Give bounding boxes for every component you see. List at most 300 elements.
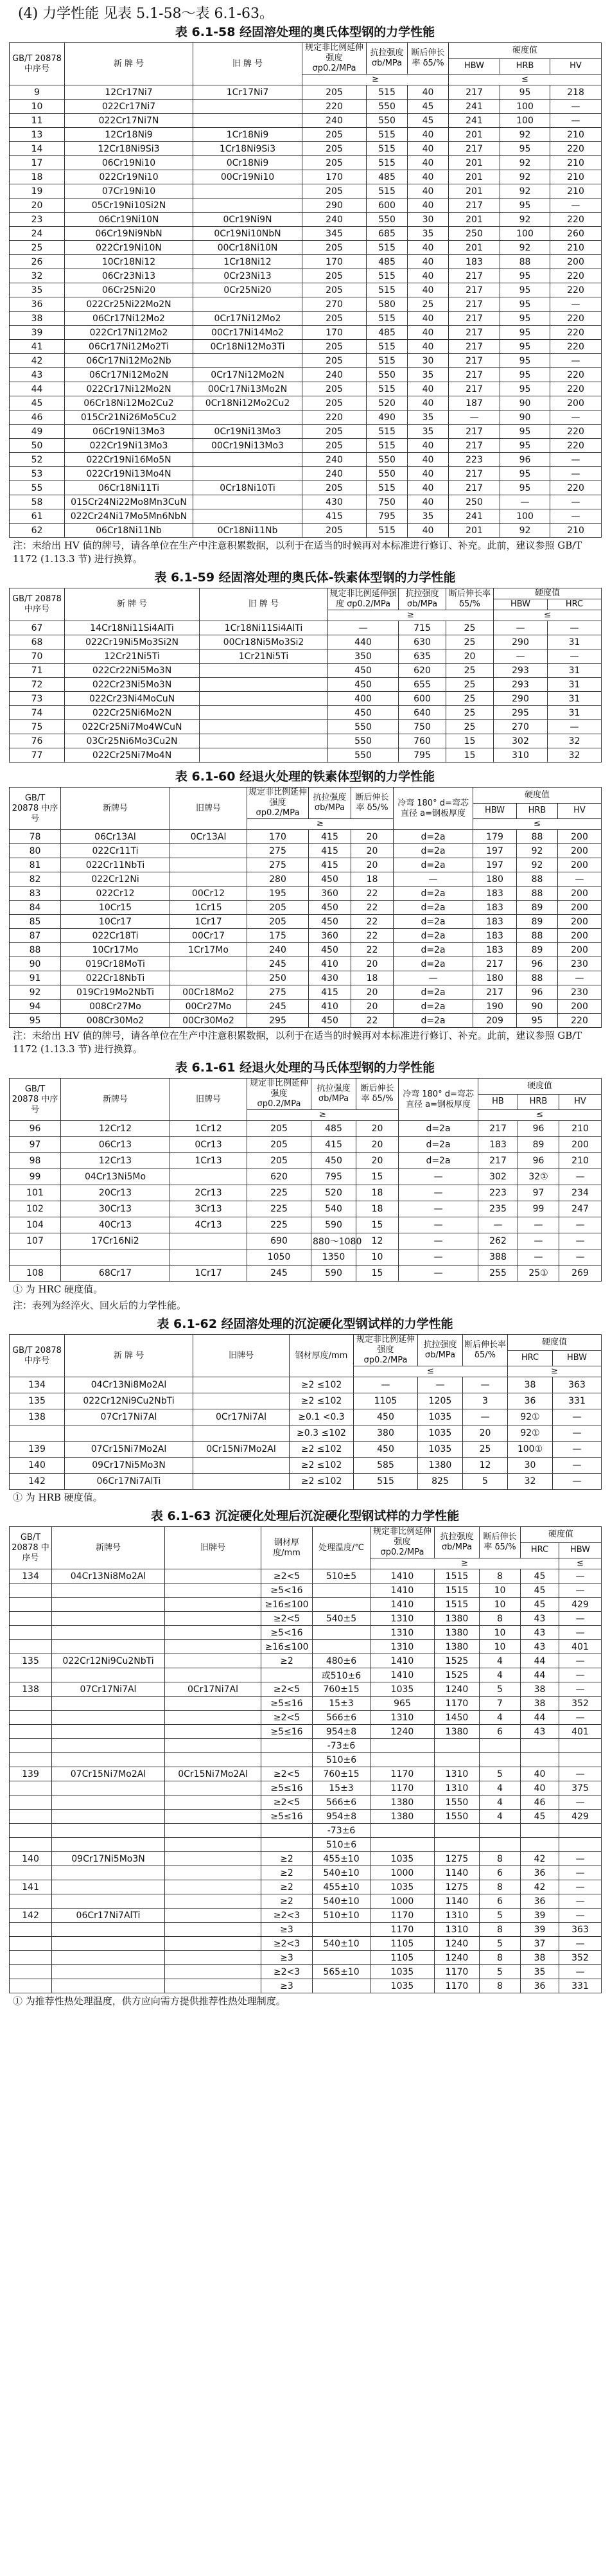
table-cell: 141 — [10, 1880, 52, 1894]
table-cell: 220 — [550, 326, 602, 340]
table-cell: 40 — [408, 283, 449, 297]
table-cell: 1170 — [370, 1923, 435, 1937]
table-cell: 550 — [367, 467, 408, 481]
table-cell: 82 — [10, 872, 61, 887]
table-cell: 415 — [309, 985, 351, 1000]
table-cell: 022Cr25Ni7Mo4N — [65, 748, 200, 763]
table-row — [10, 1668, 602, 1682]
table-cell — [480, 1739, 521, 1753]
table-row — [10, 1598, 602, 1612]
table-row — [10, 858, 602, 872]
table-cell: 201 — [449, 184, 500, 198]
table-cell: 600 — [399, 692, 446, 706]
table-cell: 715 — [399, 621, 446, 635]
table-row — [10, 1233, 602, 1249]
table-cell — [559, 1838, 602, 1852]
table-cell: 25 — [10, 241, 65, 255]
table-cell — [193, 1474, 290, 1490]
table-cell — [10, 1668, 52, 1682]
table-cell: 450 — [309, 901, 351, 915]
table-row — [10, 706, 602, 720]
table-cell: 22 — [351, 1014, 394, 1028]
table-cell: 429 — [559, 1810, 602, 1824]
table-row — [10, 901, 602, 915]
table-cell: 88 — [517, 887, 558, 901]
table-cell — [193, 495, 302, 509]
table-row — [10, 1767, 602, 1781]
table-cell: ≥2 ≤102 — [290, 1458, 354, 1474]
table-58 — [9, 42, 602, 538]
table-cell: 95 — [10, 1014, 61, 1028]
table-cell — [313, 1640, 370, 1654]
table-cell — [52, 1824, 165, 1838]
table-row — [10, 985, 602, 1000]
table-cell: 40 — [408, 128, 449, 142]
table-cell: 1515 — [435, 1584, 480, 1598]
table-cell: 134 — [10, 1569, 52, 1584]
table-cell: d=2a — [399, 1121, 478, 1137]
table-cell: 241 — [449, 509, 500, 524]
table-cell: 205 — [247, 1153, 311, 1169]
table-cell: — — [559, 1569, 602, 1584]
table-cell: 022Cr19Ni10 — [65, 170, 193, 184]
table-cell: 290 — [494, 692, 548, 706]
table-cell: 1515 — [435, 1598, 480, 1612]
table-cell: 217 — [449, 382, 500, 396]
table-cell — [165, 1626, 261, 1640]
table-cell: ≥2<5 — [261, 1682, 313, 1697]
intro-text: (4) 力学性能 见表 5.1-58～表 6.1-63。 — [18, 6, 274, 22]
table-cell: 210 — [559, 1153, 602, 1169]
table-cell: 795 — [399, 748, 446, 763]
table-cell — [165, 1810, 261, 1824]
table-cell: 217 — [449, 467, 500, 481]
table-cell: 46 — [521, 1795, 559, 1810]
table-cell: 36 — [521, 1979, 559, 1993]
table-cell: 210 — [550, 128, 602, 142]
table-cell: ≥5≤16 — [261, 1781, 313, 1795]
table-cell: 43 — [521, 1640, 559, 1654]
table-cell: 1240 — [435, 1682, 480, 1697]
table-cell: 36 — [521, 1866, 559, 1880]
table-cell: 22 — [351, 929, 394, 943]
col-header: 冷弯 180° d=弯芯直径 a=钢板厚度 — [394, 788, 473, 830]
table-cell — [480, 1753, 521, 1767]
table-cell: 1525 — [435, 1668, 480, 1682]
col-header: 新牌号 — [61, 1079, 170, 1121]
table-row — [10, 1781, 602, 1795]
table-cell: — — [559, 1169, 602, 1185]
table-cell: 430 — [302, 495, 367, 509]
table-cell: 45 — [521, 1810, 559, 1824]
table-cell: 225 — [247, 1185, 311, 1201]
table-cell: 45 — [521, 1569, 559, 1584]
table-cell: 40 — [408, 170, 449, 184]
table-cell: 97 — [10, 1137, 61, 1153]
table-cell: 200 — [550, 255, 602, 269]
table-cell — [435, 1838, 480, 1852]
table-cell: 218 — [550, 85, 602, 100]
table-62-title: 表 6.1-62 经固溶处理的沉淀硬化型钢试样的力学性能 — [157, 1317, 453, 1331]
table-cell: 331 — [559, 1979, 602, 1993]
table-cell: 1035 — [370, 1852, 435, 1866]
table-cell — [10, 1810, 52, 1824]
table-cell: 1105 — [354, 1393, 418, 1409]
col-header: 抗拉强度 σb/MPa — [311, 1079, 356, 1110]
table-cell — [10, 1598, 52, 1612]
table-cell — [480, 1838, 521, 1852]
table-cell: 19 — [10, 184, 65, 198]
table-cell: 540±10 — [313, 1866, 370, 1880]
table-cell: — — [559, 1612, 602, 1626]
table-cell: 06Cr18Ni11Ti — [65, 481, 193, 495]
table-cell — [52, 1979, 165, 1993]
table-cell: 100 — [500, 114, 550, 128]
table-row — [10, 830, 602, 844]
table-cell: 205 — [302, 382, 367, 396]
table-cell: 95 — [517, 1014, 558, 1028]
table-cell: 220 — [550, 439, 602, 453]
table-cell: 1Cr13 — [170, 1153, 247, 1169]
table-cell: 205 — [302, 241, 367, 255]
table-59-title: 表 6.1-59 经固溶处理的奥氏体-铁素体型钢的力学性能 — [154, 570, 456, 585]
table-cell: 245 — [247, 957, 309, 971]
table-cell: 40 — [408, 453, 449, 467]
table-cell: — — [494, 649, 548, 664]
table-cell: 108 — [10, 1266, 61, 1282]
table-cell: 205 — [302, 269, 367, 283]
table-cell: — — [399, 1249, 478, 1266]
table-cell: 350 — [328, 649, 399, 664]
col-header: HV — [550, 58, 602, 75]
table-cell: 95 — [500, 368, 550, 382]
table-cell: 022Cr17Ni12Mo2N — [65, 382, 193, 396]
table-cell: ≥5≤16 — [261, 1810, 313, 1824]
table-row — [10, 312, 602, 326]
table-cell: ≥0.3 ≤102 — [290, 1425, 354, 1442]
table-cell: 180 — [473, 872, 517, 887]
table-cell: 750 — [367, 495, 408, 509]
table-cell: ≥2 ≤102 — [290, 1474, 354, 1490]
table-cell: — — [399, 1201, 478, 1217]
table-row — [10, 1217, 602, 1233]
table-cell: 06Cr19Ni10N — [65, 213, 193, 227]
table-cell: 20 — [10, 198, 65, 213]
table-cell: 0Cr19Ni10NbN — [193, 227, 302, 241]
table-cell: 217 — [449, 326, 500, 340]
table-cell: 95 — [500, 198, 550, 213]
table-cell: 12Cr12 — [61, 1121, 170, 1137]
table-row — [10, 467, 602, 481]
table-cell: -73±6 — [313, 1824, 370, 1838]
table-cell: — — [550, 114, 602, 128]
table-cell: 5 — [480, 1767, 521, 1781]
table-cell: 550 — [367, 368, 408, 382]
table-row — [10, 241, 602, 255]
table-cell: 450 — [309, 915, 351, 929]
table-cell: 77 — [10, 748, 65, 763]
table-cell — [261, 1838, 313, 1852]
table-row — [10, 1409, 602, 1425]
table-cell: d=2a — [399, 1137, 478, 1153]
table-cell: 92 — [500, 128, 550, 142]
table-row — [10, 929, 602, 943]
table-cell: 220 — [550, 283, 602, 297]
table-cell — [10, 1979, 52, 1993]
table-cell: 32 — [548, 734, 602, 748]
table-cell: 03Cr25Ni6Mo3Cu2N — [65, 734, 200, 748]
table-cell: 205 — [302, 439, 367, 453]
col-header: 旧牌号 — [193, 1335, 290, 1377]
table-cell — [52, 1810, 165, 1824]
table-cell: 45 — [408, 114, 449, 128]
table-cell: 295 — [494, 706, 548, 720]
table-cell: 89 — [518, 1137, 559, 1153]
table-row — [10, 184, 602, 198]
table-cell: 022Cr23Ni4MoCuN — [65, 692, 200, 706]
table-cell: 515 — [354, 1474, 418, 1490]
table-cell: 1170 — [435, 1965, 480, 1979]
table-cell: — — [553, 1442, 602, 1458]
table-cell: 217 — [449, 85, 500, 100]
table-cell: 25 — [446, 706, 494, 720]
table-row — [10, 1795, 602, 1810]
table-cell — [10, 1249, 61, 1266]
table-cell: 022Cr19Ni13Mo4N — [65, 467, 193, 481]
table-cell: 87 — [10, 929, 61, 943]
table-row — [10, 943, 602, 957]
table-cell: 45 — [521, 1598, 559, 1612]
table-cell — [170, 1249, 247, 1266]
col-header: 旧 牌 号 — [193, 43, 302, 85]
table-cell — [165, 1697, 261, 1711]
table-cell: 210 — [550, 524, 602, 538]
table-cell — [193, 198, 302, 213]
table-cell: 550 — [367, 213, 408, 227]
table-cell: 88 — [517, 929, 558, 943]
table-cell — [193, 453, 302, 467]
table-row — [10, 692, 602, 706]
table-row — [10, 844, 602, 858]
table-cell: 201 — [449, 128, 500, 142]
col-header: GB/T 20878 中序号 — [10, 588, 65, 621]
table-cell: 96 — [517, 957, 558, 971]
table-cell: 5 — [480, 1937, 521, 1951]
table-cell: 1350 — [311, 1249, 356, 1266]
table-cell: 90 — [500, 396, 550, 410]
table-cell: 100 — [500, 509, 550, 524]
table-cell: 360 — [309, 887, 351, 901]
table-cell: 1Cr18Ni11Si4AlTi — [200, 621, 328, 635]
table-cell: 135 — [10, 1393, 65, 1409]
table-cell: 022Cr25Ni22Mo2N — [65, 297, 193, 312]
table-cell: 06Cr13Al — [61, 830, 170, 844]
table-cell: — — [559, 1668, 602, 1682]
table-cell: 175 — [247, 929, 309, 943]
col-header: 硬度值 — [521, 1527, 602, 1543]
table-cell — [52, 1668, 165, 1682]
table-cell: 99 — [10, 1169, 61, 1185]
table-row — [10, 1377, 602, 1393]
table-cell — [313, 1598, 370, 1612]
table-cell: — — [518, 1249, 559, 1266]
table-61-body — [10, 1121, 602, 1282]
table-cell: 1380 — [435, 1612, 480, 1626]
table-60-body — [10, 830, 602, 1028]
table-cell: 38 — [508, 1377, 553, 1393]
table-cell: 250 — [449, 227, 500, 241]
col-header: 旧牌号 — [170, 1079, 247, 1121]
table-cell: — — [559, 1767, 602, 1781]
table-cell — [165, 1668, 261, 1682]
table-cell: 450 — [309, 943, 351, 957]
col-header: 旧牌号 — [170, 788, 247, 830]
table-cell: 635 — [399, 649, 446, 664]
table-cell: 06Cr19Ni13Mo3 — [65, 425, 193, 439]
table-cell: 401 — [559, 1725, 602, 1739]
table-row — [10, 678, 602, 692]
table-cell — [193, 184, 302, 198]
table-cell: 183 — [473, 901, 517, 915]
table-cell: 10 — [480, 1598, 521, 1612]
table-cell: 240 — [302, 213, 367, 227]
table-cell: 205 — [302, 425, 367, 439]
table-cell: 293 — [494, 664, 548, 678]
table-cell: 42 — [10, 354, 65, 368]
table-cell: 138 — [10, 1682, 52, 1697]
table-cell: 07Cr17Ni7Al — [52, 1682, 165, 1697]
table-row — [10, 915, 602, 929]
table-cell: 415 — [309, 844, 351, 858]
table-cell: 205 — [247, 1121, 311, 1137]
table-cell — [10, 1894, 52, 1909]
table-cell: 566±6 — [313, 1795, 370, 1810]
table-cell: 201 — [449, 524, 500, 538]
table-cell — [165, 1753, 261, 1767]
table-cell: 585 — [354, 1458, 418, 1474]
table-cell: 10Cr17Mo — [61, 943, 170, 957]
table-cell: 1525 — [435, 1654, 480, 1668]
table-cell: 18 — [10, 170, 65, 184]
table-cell: — — [550, 198, 602, 213]
table-cell: 220 — [302, 100, 367, 114]
table-cell: 44 — [521, 1711, 559, 1725]
table-cell: 00Cr17Ni14Mo2 — [193, 326, 302, 340]
table-cell: 71 — [10, 664, 65, 678]
col-header: 规定非比例延伸强度 σp0.2/MPa — [328, 588, 399, 610]
table-cell: 43 — [521, 1612, 559, 1626]
table-cell: 88 — [517, 872, 558, 887]
table-cell: 008Cr30Mo2 — [61, 1014, 170, 1028]
table-cell — [200, 664, 328, 678]
table-cell: 39 — [521, 1923, 559, 1937]
col-header: HRB — [517, 803, 558, 819]
table-cell: 0Cr15Ni7Mo2Al — [165, 1767, 261, 1781]
table-cell: — — [500, 495, 550, 509]
table-row — [10, 156, 602, 170]
table-cell: 220 — [550, 213, 602, 227]
table-cell: 183 — [473, 887, 517, 901]
table-cell: — — [399, 1217, 478, 1233]
table-cell: 655 — [399, 678, 446, 692]
table-cell: 200 — [558, 858, 602, 872]
table-cell: 40Cr13 — [61, 1217, 170, 1233]
table-cell: 30 — [408, 213, 449, 227]
table-cell — [52, 1753, 165, 1767]
table-cell: 43 — [521, 1626, 559, 1640]
table-cell: 20 — [463, 1425, 508, 1442]
table-cell: 240 — [302, 453, 367, 467]
col-header: 断后伸长率 δ5/% — [408, 43, 449, 75]
table-cell: 0Cr23Ni13 — [193, 269, 302, 283]
col-header: HBW — [494, 599, 548, 610]
table-cell: 310 — [494, 748, 548, 763]
table-cell: 06Cr17Ni12Mo2 — [65, 312, 193, 326]
col-header: HRC — [548, 599, 602, 610]
table-cell: 40 — [408, 326, 449, 340]
table-cell — [170, 1169, 247, 1185]
table-cell: — — [399, 1169, 478, 1185]
table-cell: 515 — [367, 156, 408, 170]
table-cell: 170 — [302, 255, 367, 269]
table-cell: 954±8 — [313, 1810, 370, 1824]
table-cell: 200 — [558, 844, 602, 858]
table-cell: 295 — [247, 1014, 309, 1028]
table-cell: 0Cr15Ni7Mo2Al — [193, 1442, 290, 1458]
table-cell: — — [553, 1474, 602, 1490]
table-cell — [170, 971, 247, 985]
table-cell: 1410 — [370, 1668, 435, 1682]
table-cell: 1310 — [370, 1640, 435, 1654]
table-cell: 1450 — [435, 1711, 480, 1725]
table-cell — [193, 1393, 290, 1409]
table-cell: 1105 — [370, 1937, 435, 1951]
table-cell: 360 — [309, 929, 351, 943]
table-cell: ≥2<5 — [261, 1612, 313, 1626]
table-cell: 07Cr15Ni7Mo2Al — [52, 1767, 165, 1781]
table-cell: 142 — [10, 1474, 65, 1490]
table-cell: 540±10 — [313, 1894, 370, 1909]
table-cell: 880～1080 — [311, 1233, 356, 1249]
table-cell: 400 — [328, 692, 399, 706]
table-row — [10, 1137, 602, 1153]
table-cell — [435, 1739, 480, 1753]
col-header: HB — [478, 1094, 518, 1110]
table-cell: 0Cr17Ni7Al — [193, 1409, 290, 1425]
table-cell: 217 — [449, 269, 500, 283]
col-header: 规定非比例延伸强度 σp0.2/MPa — [247, 788, 309, 819]
table-cell: 12Cr17Ni7 — [65, 85, 193, 100]
table-cell: 6 — [480, 1866, 521, 1880]
col-header: GB/T 20878 中序号 — [10, 1079, 61, 1121]
table-cell — [52, 1866, 165, 1880]
table-cell — [10, 1824, 52, 1838]
table-cell: 8 — [480, 1852, 521, 1866]
table-cell: 1380 — [435, 1626, 480, 1640]
table-cell: ≥2<5 — [261, 1711, 313, 1725]
table-row — [10, 1266, 602, 1282]
table-cell — [52, 1711, 165, 1725]
table-cell: 290 — [494, 635, 548, 649]
table-cell: 73 — [10, 692, 65, 706]
table-cell: 20 — [351, 957, 394, 971]
table-cell — [261, 1753, 313, 1767]
table-cell: 98 — [10, 1153, 61, 1169]
table-cell — [480, 1824, 521, 1838]
col-header: 处理温度/℃ — [313, 1527, 370, 1569]
table-cell: 1275 — [435, 1880, 480, 1894]
table-cell: 38 — [521, 1951, 559, 1965]
